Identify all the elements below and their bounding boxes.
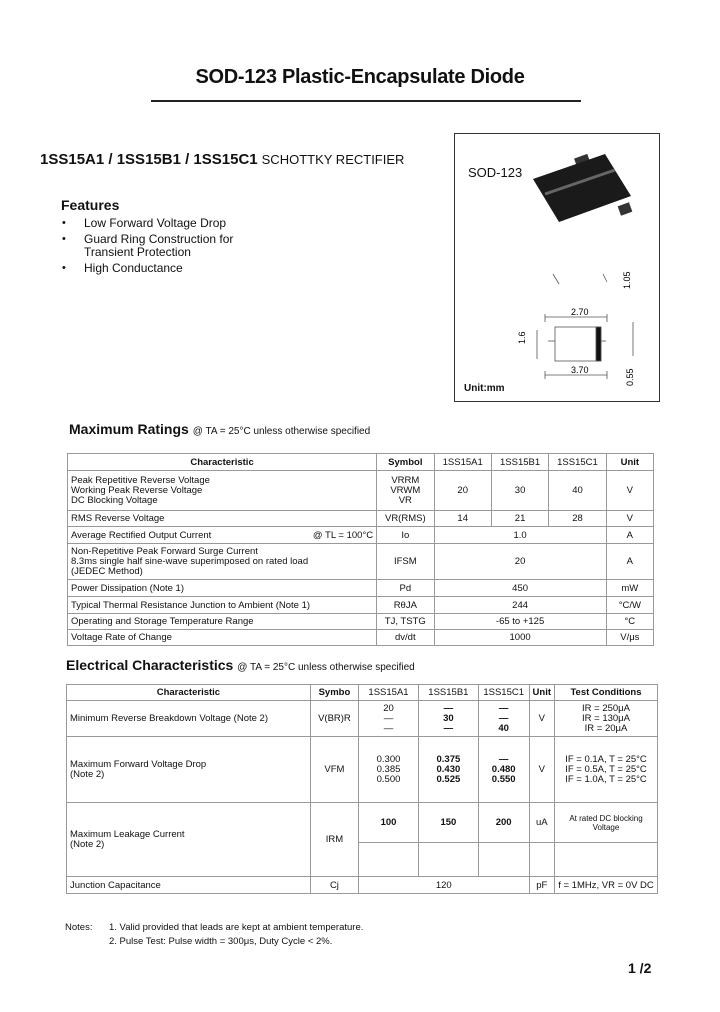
cell-char: Minimum Reverse Breakdown Voltage (Note 2)	[67, 701, 311, 737]
dim-width: 2.70	[571, 307, 589, 317]
table-row	[68, 630, 654, 646]
cell-unit: pF	[529, 877, 554, 894]
diode-package-image	[533, 154, 632, 222]
max-ratings-heading	[69, 421, 370, 437]
cell-empty	[359, 843, 419, 877]
cell-unit: V	[606, 471, 653, 511]
col-header: Test Conditions	[555, 685, 658, 701]
cell-value: — 30 —	[418, 701, 478, 737]
part-list: 1SS15A1 / 1SS15B1 / 1SS15C1	[40, 151, 258, 168]
cell-char: Typical Thermal Resistance Junction to Ambient (Note 1)	[68, 597, 377, 614]
part-description: SCHOTTKY RECTIFIER	[261, 152, 405, 167]
col-header: 1SS15B1	[491, 454, 548, 471]
dimension-lines	[537, 274, 633, 379]
cell-char	[68, 527, 377, 544]
cell-cond: f = 1MHz, VR = 0V DC	[555, 877, 658, 894]
cell-value: 30	[491, 471, 548, 511]
col-header: 1SS15A1	[359, 685, 419, 701]
cell-unit: uA	[529, 803, 554, 843]
elec-table	[66, 684, 658, 894]
dim-thickness: 0.55	[625, 368, 635, 386]
cell-sym: Cj	[310, 877, 358, 894]
table-row	[68, 580, 654, 597]
features-heading: Features	[61, 197, 120, 213]
cell-cond: IF = 0.1A, T = 25°C IF = 0.5A, T = 25°C IF = 1.0A, T = 25°C	[555, 737, 658, 803]
table-row	[67, 737, 658, 803]
notes-label: Notes:	[65, 922, 93, 933]
cell-char: RMS Reverse Voltage	[68, 511, 377, 527]
max-ratings-title: Maximum Ratings	[69, 421, 189, 437]
cell-empty	[529, 843, 554, 877]
cell-sym: VR(RMS)	[377, 511, 434, 527]
cell-value: 1.0	[434, 527, 606, 544]
cell-value: 1000	[434, 630, 606, 646]
cell-value: 14	[434, 511, 491, 527]
cell-value: 120	[359, 877, 529, 894]
cell-char: Maximum Leakage Current (Note 2)	[67, 803, 311, 877]
cell-sym: IFSM	[377, 544, 434, 580]
cell-empty	[478, 843, 529, 877]
cell-value: — — 40	[478, 701, 529, 737]
table-row	[67, 701, 658, 737]
cell-value: -65 to +125	[434, 614, 606, 630]
cell-sym: VFM	[310, 737, 358, 803]
cell-unit: °C	[606, 614, 653, 630]
cell-unit: °C/W	[606, 597, 653, 614]
cell-unit: V	[606, 511, 653, 527]
max-ratings-table	[67, 453, 654, 646]
cell-sym: VRRM VRWM VR	[377, 471, 434, 511]
col-header: 1SS15A1	[434, 454, 491, 471]
col-header: Characteristic	[67, 685, 311, 701]
cell-sym: RθJA	[377, 597, 434, 614]
col-header: Unit	[606, 454, 653, 471]
cell-unit: A	[606, 544, 653, 580]
cell-empty	[555, 843, 658, 877]
cell-sym: dv/dt	[377, 630, 434, 646]
table-row	[68, 471, 654, 511]
max-ratings-condition: @ TA = 25°C unless otherwise specified	[192, 426, 371, 437]
col-header: 1SS15B1	[418, 685, 478, 701]
cell-char: Peak Repetitive Reverse Voltage Working Peak Reverse Voltage DC Blocking Voltage	[68, 471, 377, 511]
table-row	[67, 877, 658, 894]
cell-unit: V	[529, 737, 554, 803]
cell-value: 100	[359, 803, 419, 843]
title-rule	[151, 100, 581, 102]
char-condition: @ TL = 100°C	[312, 529, 374, 541]
col-header: Symbo	[310, 685, 358, 701]
table-row	[67, 803, 658, 843]
cell-empty	[418, 843, 478, 877]
cell-value: 20 — —	[359, 701, 419, 737]
cell-sym: V(BR)R	[310, 701, 358, 737]
cell-value: 20	[434, 544, 606, 580]
cell-value: 40	[549, 471, 606, 511]
dim-length: 3.70	[571, 365, 589, 375]
unit-label: Unit:mm	[464, 383, 505, 394]
col-header: Symbol	[377, 454, 434, 471]
cell-char: Maximum Forward Voltage Drop (Note 2)	[67, 737, 311, 803]
feature-item: • Low Forward Voltage Drop	[62, 217, 284, 230]
table-row	[68, 511, 654, 527]
cell-sym: TJ, TSTG	[377, 614, 434, 630]
feature-item: • High Conductance	[62, 262, 284, 275]
cell-value: 21	[491, 511, 548, 527]
col-header: Characteristic	[68, 454, 377, 471]
cell-unit: V	[529, 701, 554, 737]
page-title: SOD-123 Plastic-Encapsulate Diode	[195, 66, 525, 88]
page-number: 1 /2	[628, 960, 652, 976]
features-list	[62, 217, 284, 278]
elec-title: Electrical Characteristics	[66, 657, 234, 673]
cell-cond: At rated DC blocking Voltage	[555, 803, 658, 843]
table-row	[68, 614, 654, 630]
elec-heading	[66, 657, 415, 673]
cell-value: 150	[418, 803, 478, 843]
cell-sym: Io	[377, 527, 434, 544]
cell-char: Power Dissipation (Note 1)	[68, 580, 377, 597]
table-row	[68, 527, 654, 544]
char-text: Average Rectified Output Current	[71, 529, 212, 541]
cell-unit: V/μs	[606, 630, 653, 646]
part-numbers	[40, 151, 404, 168]
cell-value: 244	[434, 597, 606, 614]
cell-value: 0.375 0.430 0.525	[418, 737, 478, 803]
cell-sym: IRM	[310, 803, 358, 877]
table-row	[68, 597, 654, 614]
package-label: SOD-123	[468, 165, 523, 180]
col-header: 1SS15C1	[549, 454, 606, 471]
elec-condition: @ TA = 25°C unless otherwise specified	[237, 662, 415, 673]
cell-value: 200	[478, 803, 529, 843]
note-item: 2. Pulse Test: Pulse width = 300μs, Duty Cycle < 2%.	[109, 936, 333, 947]
col-header: 1SS15C1	[478, 685, 529, 701]
feature-item: • Guard Ring Construction for Transient Protection	[62, 233, 284, 259]
package-drawing	[455, 134, 657, 399]
notes	[65, 921, 363, 949]
cell-value: 28	[549, 511, 606, 527]
col-header: Unit	[529, 685, 554, 701]
cell-char: Operating and Storage Temperature Range	[68, 614, 377, 630]
cell-char: Junction Capacitance	[67, 877, 311, 894]
cell-char: Non-Repetitive Peak Forward Surge Current 8.3ms single half sine-wave superimposed on rated load (JEDEC Method)	[68, 544, 377, 580]
cell-value: 0.300 0.385 0.500	[359, 737, 419, 803]
cell-unit: mW	[606, 580, 653, 597]
cell-sym: Pd	[377, 580, 434, 597]
cell-char: Voltage Rate of Change	[68, 630, 377, 646]
dim-lead: 1.05	[622, 271, 632, 289]
dim-height: 1.6	[517, 331, 527, 344]
cell-value: 20	[434, 471, 491, 511]
cell-value: — 0.480 0.550	[478, 737, 529, 803]
cell-unit: A	[606, 527, 653, 544]
cell-cond: IR = 250μA IR = 130μA IR = 20μA	[555, 701, 658, 737]
table-row	[68, 544, 654, 580]
note-item: 1. Valid provided that leads are kept at ambient temperature.	[109, 922, 364, 933]
cell-value: 450	[434, 580, 606, 597]
